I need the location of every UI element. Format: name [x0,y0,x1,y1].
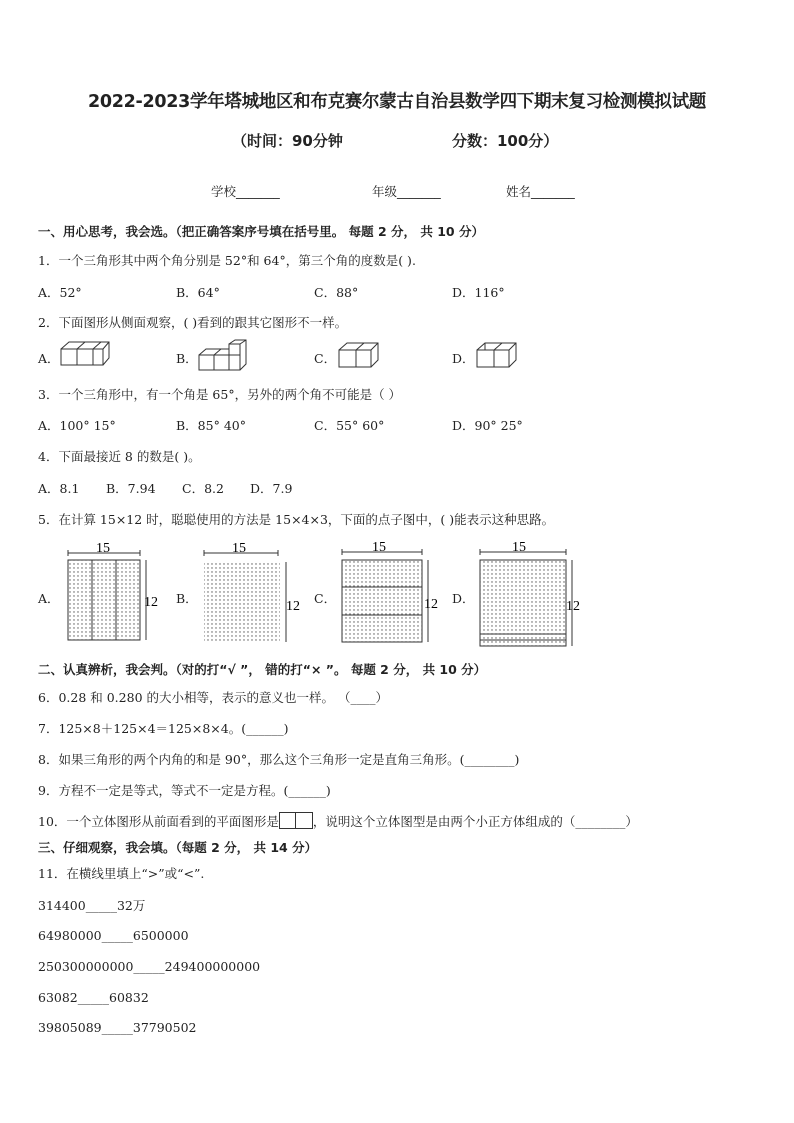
q11-item-2: 64980000_____6500000 [38,928,189,943]
question-5: 5．在计算 15×12 时，聪聪使用的方法是 15×4×3，下面的点子图中，( )能表示这种思路。 [38,512,555,527]
q5-option-c: C． [314,591,337,606]
q11-item-3: 250300000000_____249400000000 [38,959,261,974]
cube-figure-c [338,341,380,369]
q1-option-d: D．116° [452,285,505,300]
q3-option-d: D．90° 25° [452,418,523,433]
q11-item-1: 314400_____32万 [38,898,146,913]
q5-option-a: A． [38,591,60,606]
name-field[interactable]: 姓名_______ [506,184,575,199]
question-6: 6．0.28 和 0.280 的大小相等，表示的意义也一样。 （____） [38,690,388,705]
height-label-b: 12 [286,599,300,614]
dot-figure-c [336,540,446,648]
q1-option-c: C．88° [314,285,359,300]
dot-figure-a [60,542,160,646]
question-11: 11．在横线里填上“>”或“<”. [38,866,205,881]
q5-option-b: B． [176,591,198,606]
q11-item-5: 39805089_____37790502 [38,1020,197,1035]
exam-score: 分数：100分） [452,132,559,150]
q2-option-b: B． [176,351,198,366]
q4-option-d: D．7.9 [250,481,293,496]
section-heading-1: 一、用心思考，我会选。（把正确答案序号填在括号里。 每题 2 分， 共 10 分） [38,224,484,239]
height-label-d: 12 [566,599,580,614]
width-label-d: 15 [512,540,526,555]
width-label-a: 15 [96,542,110,556]
cube-figure-d [476,341,518,369]
two-square-figure [279,812,313,829]
section-heading-3: 三、仔细观察，我会填。（每题 2 分， 共 14 分） [38,840,318,855]
question-1: 1．一个三角形其中两个角分别是 52°和 64°，第三个角的度数是( ). [38,253,416,268]
q4-option-a: A．8.1 [38,481,80,496]
q2-option-d: D． [452,351,475,366]
dot-figure-b [198,542,308,646]
q2-option-a: A． [38,351,60,366]
height-label-a: 12 [144,595,158,610]
q10-text-after: ，说明这个立体图型是由两个小正方体组成的（________） [312,814,638,829]
q1-option-b: B．64° [176,285,220,300]
dot-figure-d [474,540,590,652]
school-field[interactable]: 学校_______ [211,184,280,199]
q11-item-4: 63082_____60832 [38,990,149,1005]
height-label-c: 12 [424,597,438,612]
question-2: 2．下面图形从侧面观察，( )看到的跟其它图形不一样。 [38,315,348,330]
q3-option-b: B．85° 40° [176,418,246,433]
question-9: 9．方程不一定是等式，等式不一定是方程。(______) [38,783,331,798]
exam-time: （时间：90分钟 [232,132,343,150]
q2-option-c: C． [314,351,337,366]
width-label-c: 15 [372,540,386,555]
q3-option-a: A．100° 15° [38,418,116,433]
q3-option-c: C．55° 60° [314,418,385,433]
question-7: 7．125×8＋125×4＝125×8×4。(______) [38,721,289,736]
grade-field[interactable]: 年级_______ [372,184,441,199]
cube-figure-b [198,339,250,373]
q1-option-a: A．52° [38,285,82,300]
width-label-b: 15 [232,542,246,556]
q4-option-c: C．8.2 [182,481,224,496]
q4-option-b: B．7.94 [106,481,156,496]
q10-text-before: 10．一个立体图形从前面看到的平面图形是 [38,814,279,829]
q5-option-d: D． [452,591,475,606]
question-8: 8．如果三角形的两个内角的和是 90°，那么这个三角形一定是直角三角形。(________) [38,752,520,767]
question-4: 4．下面最接近 8 的数是( )。 [38,449,201,464]
question-10 [38,812,638,830]
question-3: 3．一个三角形中，有一个角是 65°，另外的两个角不可能是（ ） [38,387,402,402]
cube-figure-a [60,340,112,370]
page-title: 2022-2023学年塔城地区和布克赛尔蒙古自治县数学四下期末复习检测模拟试题 [88,92,706,112]
section-heading-2: 二、认真辨析，我会判。（对的打“√ ”， 错的打“× ”。 每题 2 分， 共 10 分） [38,662,487,677]
